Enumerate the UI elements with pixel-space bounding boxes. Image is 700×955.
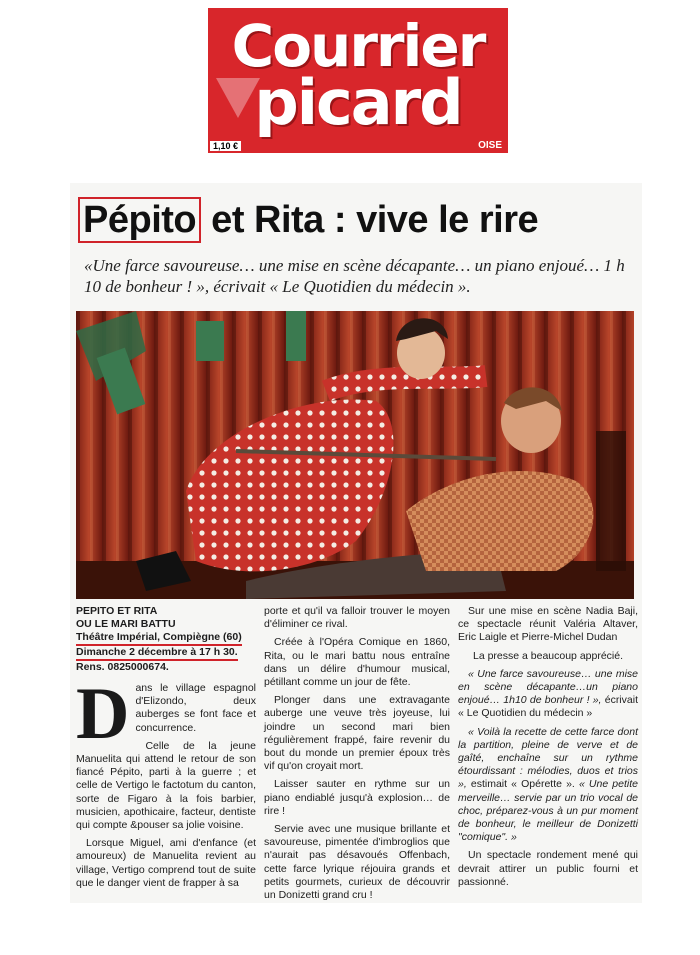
masthead-region: OISE	[478, 140, 502, 151]
masthead-title-line1: Courrier	[231, 12, 485, 80]
stage-sign-letter	[196, 321, 224, 361]
article-paragraph	[458, 726, 638, 845]
event-phone: Rens. 0825000674.	[76, 661, 169, 673]
headline-highlighted-word: Pépito	[78, 197, 201, 243]
article-paragraph	[76, 673, 256, 755]
press-source: estimait « Opérette ».	[466, 778, 575, 791]
article-paragraph: Un spectacle rondement mené qui devrait attirer un public fourni et passionné.	[458, 849, 638, 888]
event-subtitle: OU LE MARI BATTU	[76, 618, 176, 630]
masthead-price: 1,10 €	[210, 141, 241, 151]
press-quote: « Une farce savoureuse… une mise en scène décapante…un piano enjoué… 1h10 de bonheur ! »,	[458, 667, 638, 707]
stage-chair	[596, 431, 626, 571]
article-headline	[78, 191, 638, 249]
article-column-3	[458, 605, 638, 894]
headline-rest: et Rita : vive le rire	[201, 199, 539, 241]
article-clipping	[70, 183, 642, 903]
article-paragraph: Servie avec une musique brillante et savoureuse, pimentée d'imbroglios que n'aurait pas désavoués Offenbach, cette farce lyrique réjouira grands et petits gourmets, curieux de découvrir un Donizetti grand cru !	[264, 823, 450, 902]
press-source: écrivait « Le Quotidien du médecin »	[458, 694, 638, 720]
article-column-1	[76, 605, 256, 895]
article-paragraph: La presse a beaucoup apprécié.	[472, 649, 624, 662]
article-paragraph: Celle de la jeune Manuelita qui attend le retour de son fiancé Pépito, parti à la guerre ; et celle de Vertigo le factotum du canton, sorte de Figaro à la fois barbier, musicien, apothicaire, facteur, dentiste qui compte &pouser sa jolie voisine.	[76, 739, 256, 832]
article-paragraph: Créée à l'Opéra Comique en 1860, Rita, ou le mari battu nous entraîne dans un délire d'humour musical, pétillant comme un jour de fête.	[264, 636, 450, 689]
event-title: PEPITO ET RITA	[76, 605, 158, 617]
event-venue: Théâtre Impérial, Compiègne (60)	[76, 631, 242, 646]
article-column-2	[264, 605, 450, 907]
masthead-title-line2: picard	[254, 66, 462, 139]
stage-photo-illustration	[76, 311, 634, 599]
press-quote: « Voilà la recette de cette farce dont la partition, pleine de verve et de gaîté, enchaîne sur un rythme étourdissant : mélodies, duos et trios »,	[458, 725, 638, 791]
event-date: Dimanche 2 décembre à 17 h 30.	[76, 646, 238, 661]
stage-sign-letter	[286, 311, 306, 361]
article-standfirst: «Une farce savoureuse… une mise en scène décapante… un piano enjoué… 1 h 10 de bonheur ! », écrivait « Le Quotidien du médecin ».	[84, 256, 625, 296]
paragraph-text: ans le village espagnol d'Elizondo, deux auberges se font face et concurrence.	[135, 682, 256, 734]
article-paragraph	[458, 668, 638, 721]
article-paragraph: Sur une mise en scène Nadia Baji, ce spectacle réunit Valéria Altaver, Eric Laigle et Pierre-Michel Dudan	[458, 605, 638, 644]
press-quote: « Une petite merveille… servie par un trio vocal de choc, préparez-vous à un pur moment de bonheur, le meilleur de Donizetti "comique". »	[458, 778, 638, 844]
newspaper-masthead	[208, 8, 508, 153]
drop-cap: D	[76, 673, 130, 755]
article-paragraph: Plonger dans une extravagante auberge une veuve très joyeuse, lui joindre un second mari bien régulièrement frappé, faire revenir du bout du monde un premier époux très vif qu'on croyait mort.	[264, 694, 450, 773]
article-paragraph: porte et qu'il va falloir trouver le moyen d'éliminer ce rival.	[264, 605, 450, 631]
event-info-box	[76, 605, 256, 674]
article-paragraph: Laisser sauter en rythme sur un piano endiablé jusqu'à explosion… de rire !	[264, 778, 450, 817]
article-photo	[76, 311, 634, 599]
article-paragraph: Lorsque Miguel, ami d'enfance (et amoureux) de Manuelita revient au village, Vertigo comprend tout de suite que le danger vient de frapper à sa	[76, 837, 256, 889]
